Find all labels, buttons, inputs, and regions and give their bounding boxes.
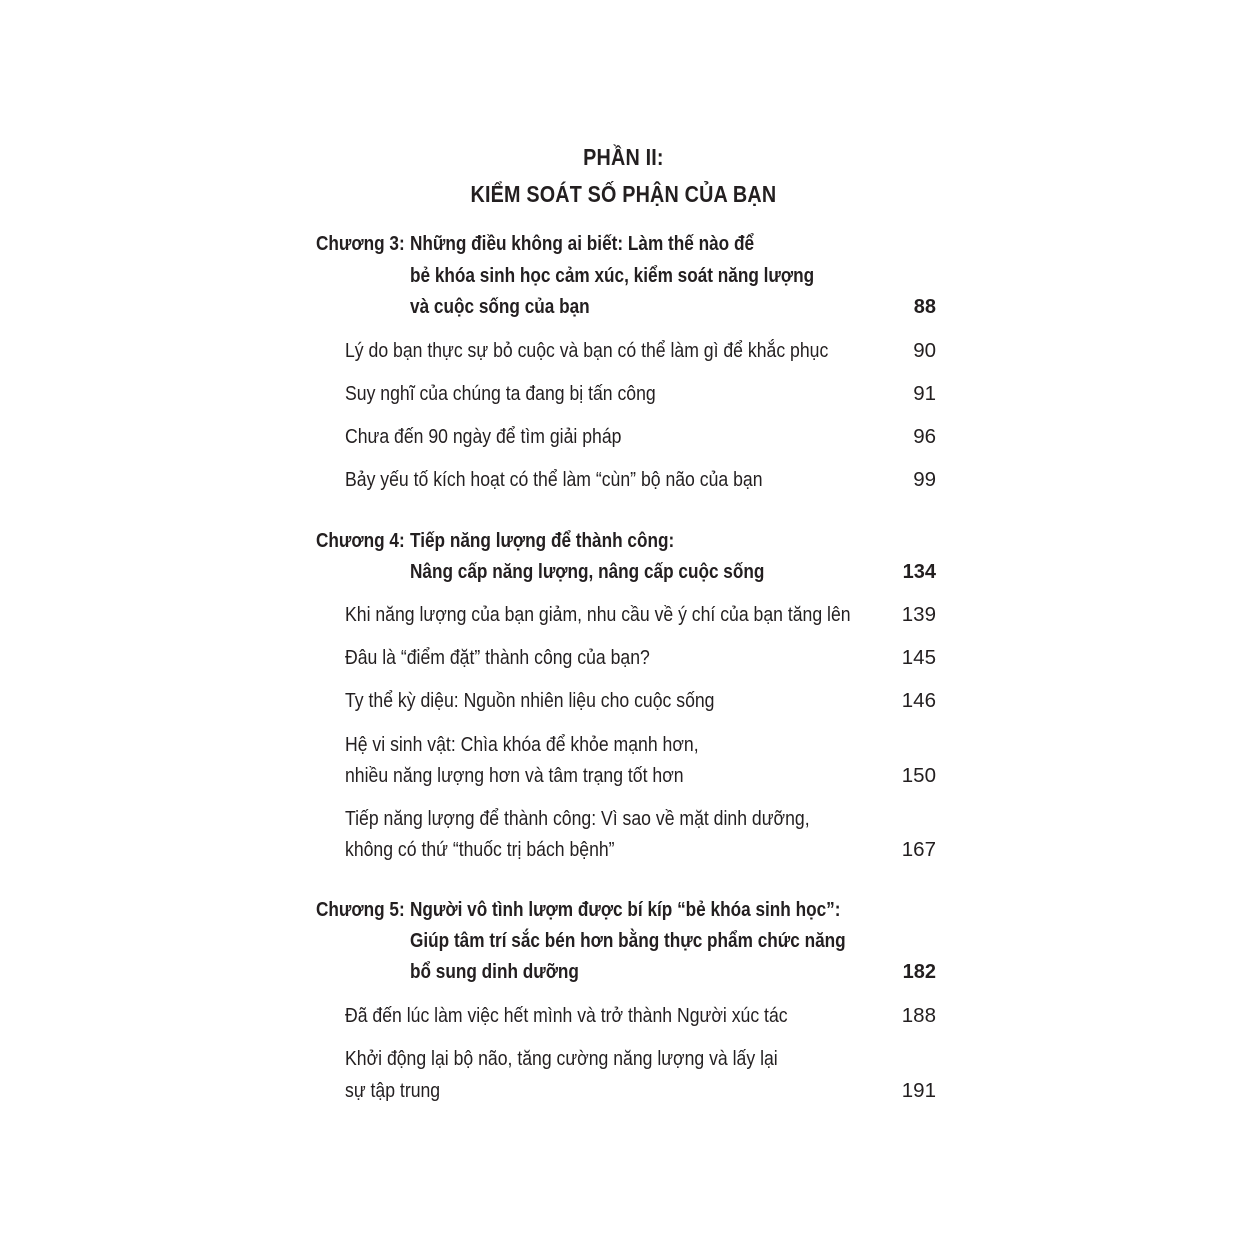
section-title: Chưa đến 90 ngày để tìm giải pháp [345, 425, 622, 448]
part-heading: PHẦN II: [583, 144, 664, 170]
section-page-number: 90 [913, 339, 936, 362]
section-page-number: 91 [913, 382, 936, 405]
section-title: Đã đến lúc làm việc hết mình và trở thành Người xúc tác [345, 1004, 788, 1027]
section-page-number: 150 [901, 764, 936, 787]
section-page-number: 191 [901, 1079, 936, 1102]
chapter-page-number: 88 [913, 296, 936, 318]
section-page-number: 99 [913, 468, 936, 491]
section-title-continued: không có thứ “thuốc trị bách bệnh” [345, 838, 615, 861]
section-title: Bảy yếu tố kích hoạt có thể làm “cùn” bộ não của bạn [345, 468, 763, 491]
chapter-page-number: 134 [902, 561, 936, 583]
chapter-title-line: bổ sung dinh dưỡng [410, 961, 579, 983]
section-title: Đâu là “điểm đặt” thành công của bạn? [345, 646, 650, 669]
chapter-label: Chương 5: [316, 899, 405, 921]
section-title-continued: sự tập trung [345, 1079, 441, 1102]
chapter-title-line: Giúp tâm trí sắc bén hơn bằng thực phẩm chức năng [410, 930, 846, 952]
section-title: Suy nghĩ của chúng ta đang bị tấn công [345, 382, 656, 405]
chapter-title-line: Những điều không ai biết: Làm thế nào để [410, 233, 755, 255]
section-title: Tiếp năng lượng để thành công: Vì sao về mặt dinh dưỡng, [345, 807, 810, 830]
section-page-number: 146 [901, 689, 936, 712]
section-page-number: 167 [901, 838, 936, 861]
chapter-page-number: 182 [902, 961, 936, 983]
chapter-label: Chương 3: [316, 233, 405, 255]
section-title: Hệ vi sinh vật: Chìa khóa để khỏe mạnh hơn, [345, 733, 699, 756]
chapter-title-line: bẻ khóa sinh học cảm xúc, kiểm soát năng lượng [410, 265, 815, 287]
section-page-number: 145 [901, 646, 936, 669]
section-page-number: 188 [901, 1004, 936, 1027]
section-title: Khi năng lượng của bạn giảm, nhu cầu về ý chí của bạn tăng lên [345, 603, 851, 626]
chapter-title-line: Người vô tình lượm được bí kíp “bẻ khóa sinh học”: [410, 899, 841, 921]
section-title: Khởi động lại bộ não, tăng cường năng lượng và lấy lại [345, 1047, 778, 1070]
section-title-continued: nhiều năng lượng hơn và tâm trạng tốt hơn [345, 764, 684, 787]
part-title: KIỂM SOÁT SỐ PHẬN CỦA BẠN [470, 181, 777, 207]
chapter-label: Chương 4: [316, 530, 405, 552]
chapter-title-line: Tiếp năng lượng để thành công: [410, 530, 675, 552]
section-page-number: 139 [901, 603, 936, 626]
section-title: Lý do bạn thực sự bỏ cuộc và bạn có thể làm gì để khắc phục [345, 339, 829, 362]
chapter-title-line: và cuộc sống của bạn [410, 296, 590, 318]
section-title: Ty thể kỳ diệu: Nguồn nhiên liệu cho cuộc sống [345, 689, 715, 712]
chapter-title-line: Nâng cấp năng lượng, nâng cấp cuộc sống [410, 561, 765, 583]
section-page-number: 96 [913, 425, 936, 448]
